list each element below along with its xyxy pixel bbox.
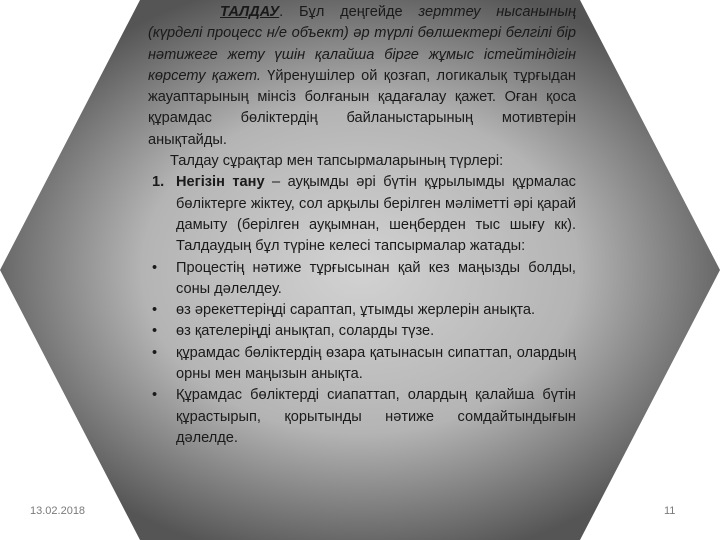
list-item <box>148 300 576 321</box>
page-number: 11 <box>664 505 676 517</box>
list-item <box>148 321 576 342</box>
bullet-icon: • <box>152 302 158 319</box>
intro-after-term: . Бұл деңгейде <box>279 4 419 20</box>
term-title: ТАЛДАУ <box>220 4 280 20</box>
intro-paragraph <box>148 2 576 151</box>
intro-italic-text: зерттеу нысанының (күрделі процесс н/е объект) әр түрлі бөлшектері белгілі бір нәтижеге жету үшін қалайша бірге жұмыс істейтіндігін көрсету қажет. <box>148 4 577 84</box>
bullet-text: өз қателеріңді анықтап, соларды түзе. <box>176 323 435 340</box>
bullet-text: Процестің нәтиже тұрғысынан қай кез маңызды болды, соны дәлелдеу. <box>176 259 576 297</box>
bullet-icon: • <box>152 259 158 276</box>
numbered-item-1 <box>148 172 576 257</box>
task-bullet-list <box>148 258 576 450</box>
list-item <box>148 258 576 301</box>
footer-date: 13.02.2018 <box>30 505 86 517</box>
list-item <box>148 343 576 386</box>
slide-body <box>148 2 576 449</box>
intro-rest-text: Үйренушілер ой қозғап, логикалық тұрғыдан жауаптарының мінсіз болғанын қадағалау қажет. Оған қоса құрамдас бөліктердің байланыстарының мотивтерін анықтайды. <box>148 67 576 148</box>
item-number: 1. <box>152 174 165 191</box>
section-subtitle: Талдау сұрақтар мен тапсырмаларының түрлері: <box>170 153 504 170</box>
bullet-text: құрамдас бөліктердің өзара қатынасын сипаттап, олардың орны мен маңызын анықта. <box>176 344 576 383</box>
list-item <box>148 385 576 449</box>
bullet-icon: • <box>152 344 158 361</box>
item-bold-heading: Негізін тану <box>176 174 265 191</box>
bullet-icon: • <box>152 387 158 404</box>
item-body-text: – ауқымды әрі бүтін құрылымды құрмалас бөліктерге жіктеу, сол арқылы берілген мәліметті әрі қарай дамыту (берілген ауқымнан, шеңберден тыс шығу кк). Талдаудың бұл түріне келесі тапсырмалар жатады: <box>176 174 576 255</box>
bullet-icon: • <box>152 323 158 340</box>
bullet-text: Құрамдас бөліктерді сиапаттап, олардың қалайша бүтін құрастырып, қорытынды нәтиже сомдайтындығын дәлелде. <box>176 387 576 446</box>
bullet-text: өз әрекеттеріңді сараптап, ұтымды жерлерін анықта. <box>176 302 536 319</box>
